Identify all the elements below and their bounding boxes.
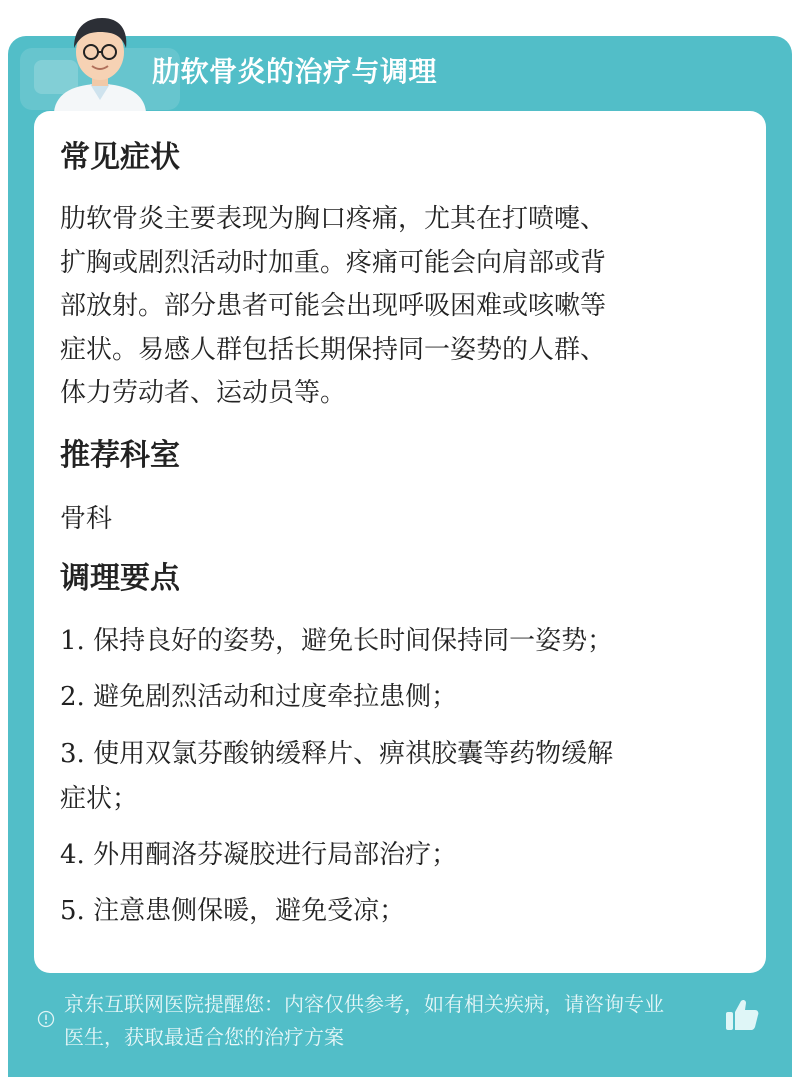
department-heading: 推荐科室	[60, 438, 180, 473]
care-item-number: 1.	[60, 626, 85, 656]
care-item	[60, 620, 732, 664]
care-item-number: 3.	[60, 739, 85, 769]
care-item	[60, 890, 732, 934]
disclaimer-line: 京东互联网医院提醒您：内容仅供参考，如有相关疾病，请咨询专业	[64, 992, 664, 1016]
symptoms-line: 扩胸或剧烈活动时加重。疼痛可能会向肩部或背	[60, 247, 607, 278]
care-item-text: 避免剧烈活动和过度牵拉患侧；	[84, 682, 458, 712]
page-title: 肋软骨炎的治疗与调理	[152, 55, 438, 88]
care-item-text: 保持良好的姿势，避免长时间保持同一姿势；	[84, 626, 614, 656]
doctor-avatar-icon	[40, 8, 160, 112]
symptoms-line: 体力劳动者、运动员等。	[60, 378, 347, 408]
symptoms-line: 部放射。部分患者可能会出现呼吸困难或咳嗽等	[60, 291, 607, 321]
care-item-text: 注意患侧保暖，避免受凉；	[84, 896, 406, 926]
care-item-continuation: 症状；	[60, 784, 139, 814]
symptoms-line: 肋软骨炎主要表现为胸口疼痛，尤其在打喷嚏、	[60, 204, 607, 234]
care-item-number: 5.	[60, 896, 85, 926]
care-heading: 调理要点	[60, 561, 180, 596]
thumbs-up-icon[interactable]	[724, 998, 760, 1032]
care-item	[60, 733, 732, 777]
care-item-number: 2.	[60, 682, 85, 712]
info-icon	[37, 1010, 55, 1028]
department-value: 骨科	[60, 504, 113, 534]
care-item-number: 4.	[60, 840, 85, 870]
symptoms-heading: 常见症状	[60, 140, 180, 175]
disclaimer	[64, 988, 734, 1054]
care-item	[60, 834, 732, 878]
disclaimer-line: 医生，获取最适合您的治疗方案	[64, 1025, 344, 1049]
care-item-text: 外用酮洛芬凝胶进行局部治疗；	[84, 840, 458, 870]
symptoms-line: 症状。易感人群包括长期保持同一姿势的人群、	[60, 334, 607, 365]
care-item-text: 使用双氯芬酸钠缓释片、痹祺胶囊等药物缓解	[84, 739, 614, 769]
content-card	[34, 111, 766, 973]
care-item	[60, 676, 732, 720]
